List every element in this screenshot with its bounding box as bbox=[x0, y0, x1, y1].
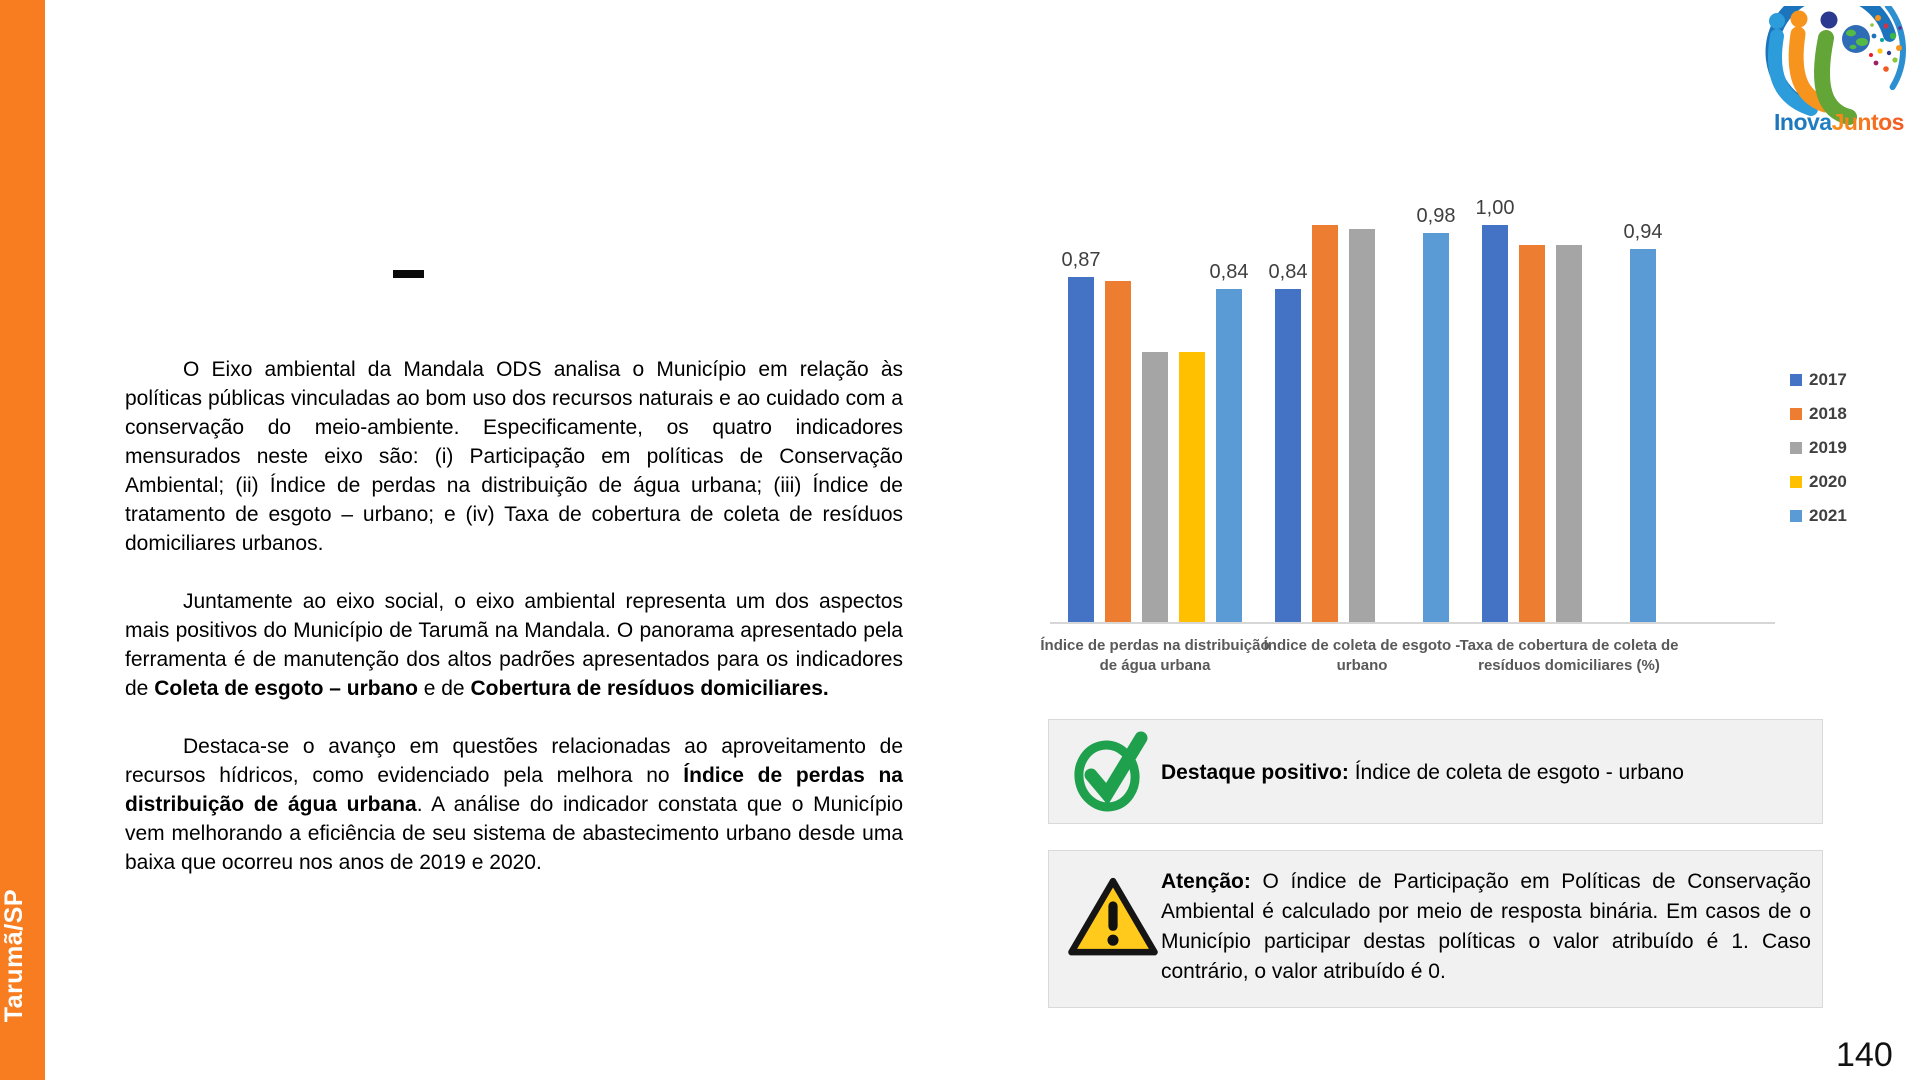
bar-2020 bbox=[1179, 352, 1205, 623]
bar-group-2 bbox=[1475, 160, 1663, 623]
positive-highlight-label: Destaque positivo: bbox=[1161, 760, 1349, 784]
bar-2019 bbox=[1349, 229, 1375, 623]
legend-label: 2021 bbox=[1809, 506, 1847, 525]
bar-2018 bbox=[1312, 225, 1338, 623]
legend-item-2018 bbox=[1790, 404, 1847, 424]
bar-value-label: 0,84 bbox=[1209, 261, 1249, 283]
chart-legend bbox=[1790, 370, 1847, 526]
bar-group-0 bbox=[1061, 160, 1249, 623]
bar-2019 bbox=[1142, 352, 1168, 623]
indicators-bar-chart bbox=[1040, 160, 1810, 700]
logo-text-juntos: Juntos bbox=[1831, 109, 1904, 135]
bar-2017 bbox=[1268, 261, 1308, 623]
bar-2021 bbox=[1209, 261, 1249, 623]
paragraph: Destaca-se o avanço em questões relacionadas ao aproveitamento de recursos hídricos, como evidenciado pela melhora no Índice de perdas na distribuição de água urbana. A análise do indicador constata que o Município vem melhorando a eficiência de seu sistema de abastecimento urbano desde uma baixa que ocorreu nos anos de 2019 e 2020. bbox=[125, 735, 903, 874]
legend-swatch bbox=[1790, 476, 1802, 488]
logo-text-inova: Inova bbox=[1774, 109, 1832, 135]
bar-2017 bbox=[1475, 197, 1515, 623]
paragraph: O Eixo ambiental da Mandala ODS analisa o Município em relação às políticas públicas vinculadas ao bom uso dos recursos naturais e ao cuidado com a conservação do meio-ambiente. Especificamente, os quatro indicadores mensurados neste eixo são: (i) Participação em políticas de Conservação Ambiental; (ii) Índice de perdas na distribuição de água urbana; (iii) Índice de tratamento de esgoto – urbano; e (iv) Taxa de cobertura de coleta de resíduos domiciliares urbanos. bbox=[125, 358, 903, 555]
category-label: Índice de coleta de esgoto - urbano bbox=[1263, 637, 1461, 674]
bar-2018 bbox=[1519, 245, 1545, 623]
bar-value-label: 0,94 bbox=[1623, 221, 1663, 243]
attention-text bbox=[1161, 867, 1811, 987]
bar-value-label: 1,00 bbox=[1475, 197, 1515, 219]
legend-item-2020 bbox=[1790, 472, 1847, 492]
bar-value-label: 0,87 bbox=[1061, 249, 1101, 271]
attention-body: O índice de Participação em Políticas de Conservação Ambiental é calculado por meio de resposta binária. Em casos de o Município participar destas políticas o valor atribuído é 1. Caso contrário, o valor atribuído é 0. bbox=[1161, 870, 1811, 983]
legend-label: 2020 bbox=[1809, 472, 1847, 491]
attention-label: Atenção: bbox=[1161, 870, 1251, 893]
side-band bbox=[0, 0, 45, 1080]
bar-2018 bbox=[1105, 281, 1131, 623]
legend-label: 2018 bbox=[1809, 404, 1847, 423]
title-dash bbox=[393, 270, 424, 278]
legend-item-2021 bbox=[1790, 506, 1847, 526]
paragraph: Juntamente ao eixo social, o eixo ambiental representa um dos aspectos mais positivos do Município de Tarumã na Mandala. O panorama apresentado pela ferramenta é de manutenção dos altos padrões apresentados para os indicadores de Coleta de esgoto – urbano e de Cobertura de resíduos domiciliares. bbox=[125, 590, 903, 700]
bar-group-1 bbox=[1268, 160, 1456, 623]
svg-text:InovaJuntos bbox=[1774, 109, 1904, 135]
legend-label: 2019 bbox=[1809, 438, 1847, 457]
bar-2017 bbox=[1061, 249, 1101, 623]
legend-item-2017 bbox=[1790, 370, 1847, 390]
bar-2021 bbox=[1416, 205, 1456, 623]
legend-swatch bbox=[1790, 374, 1802, 386]
category-label: Taxa de cobertura de coleta de resíduos domiciliares (%) bbox=[1459, 637, 1679, 674]
x-axis-line bbox=[1050, 622, 1775, 624]
category-label: Índice de perdas na distribuição de água urbana bbox=[1040, 637, 1270, 674]
bar-2021 bbox=[1623, 221, 1663, 623]
body-paragraphs bbox=[125, 355, 903, 906]
attention-box bbox=[1048, 850, 1823, 1008]
positive-highlight-value: Índice de coleta de esgoto - urbano bbox=[1348, 760, 1684, 784]
positive-highlight-box bbox=[1048, 719, 1823, 824]
positive-highlight-text bbox=[1161, 720, 1809, 825]
legend-item-2019 bbox=[1790, 438, 1847, 458]
municipality-label: Tarumã/SP bbox=[0, 888, 28, 1022]
inovajuntos-logo bbox=[1752, 6, 1916, 138]
inovajuntos-logo-icon bbox=[1752, 6, 1916, 138]
chart-plot-area bbox=[1061, 160, 1663, 623]
legend-swatch bbox=[1790, 408, 1802, 420]
legend-label: 2017 bbox=[1809, 370, 1847, 389]
warning-triangle-icon bbox=[1065, 873, 1161, 968]
bar-2019 bbox=[1556, 245, 1582, 623]
bar-value-label: 0,84 bbox=[1268, 261, 1308, 283]
bar-value-label: 0,98 bbox=[1416, 205, 1456, 227]
page-number: 140 bbox=[1836, 1036, 1893, 1074]
check-circle-icon bbox=[1069, 724, 1164, 825]
legend-swatch bbox=[1790, 442, 1802, 454]
legend-swatch bbox=[1790, 510, 1802, 522]
